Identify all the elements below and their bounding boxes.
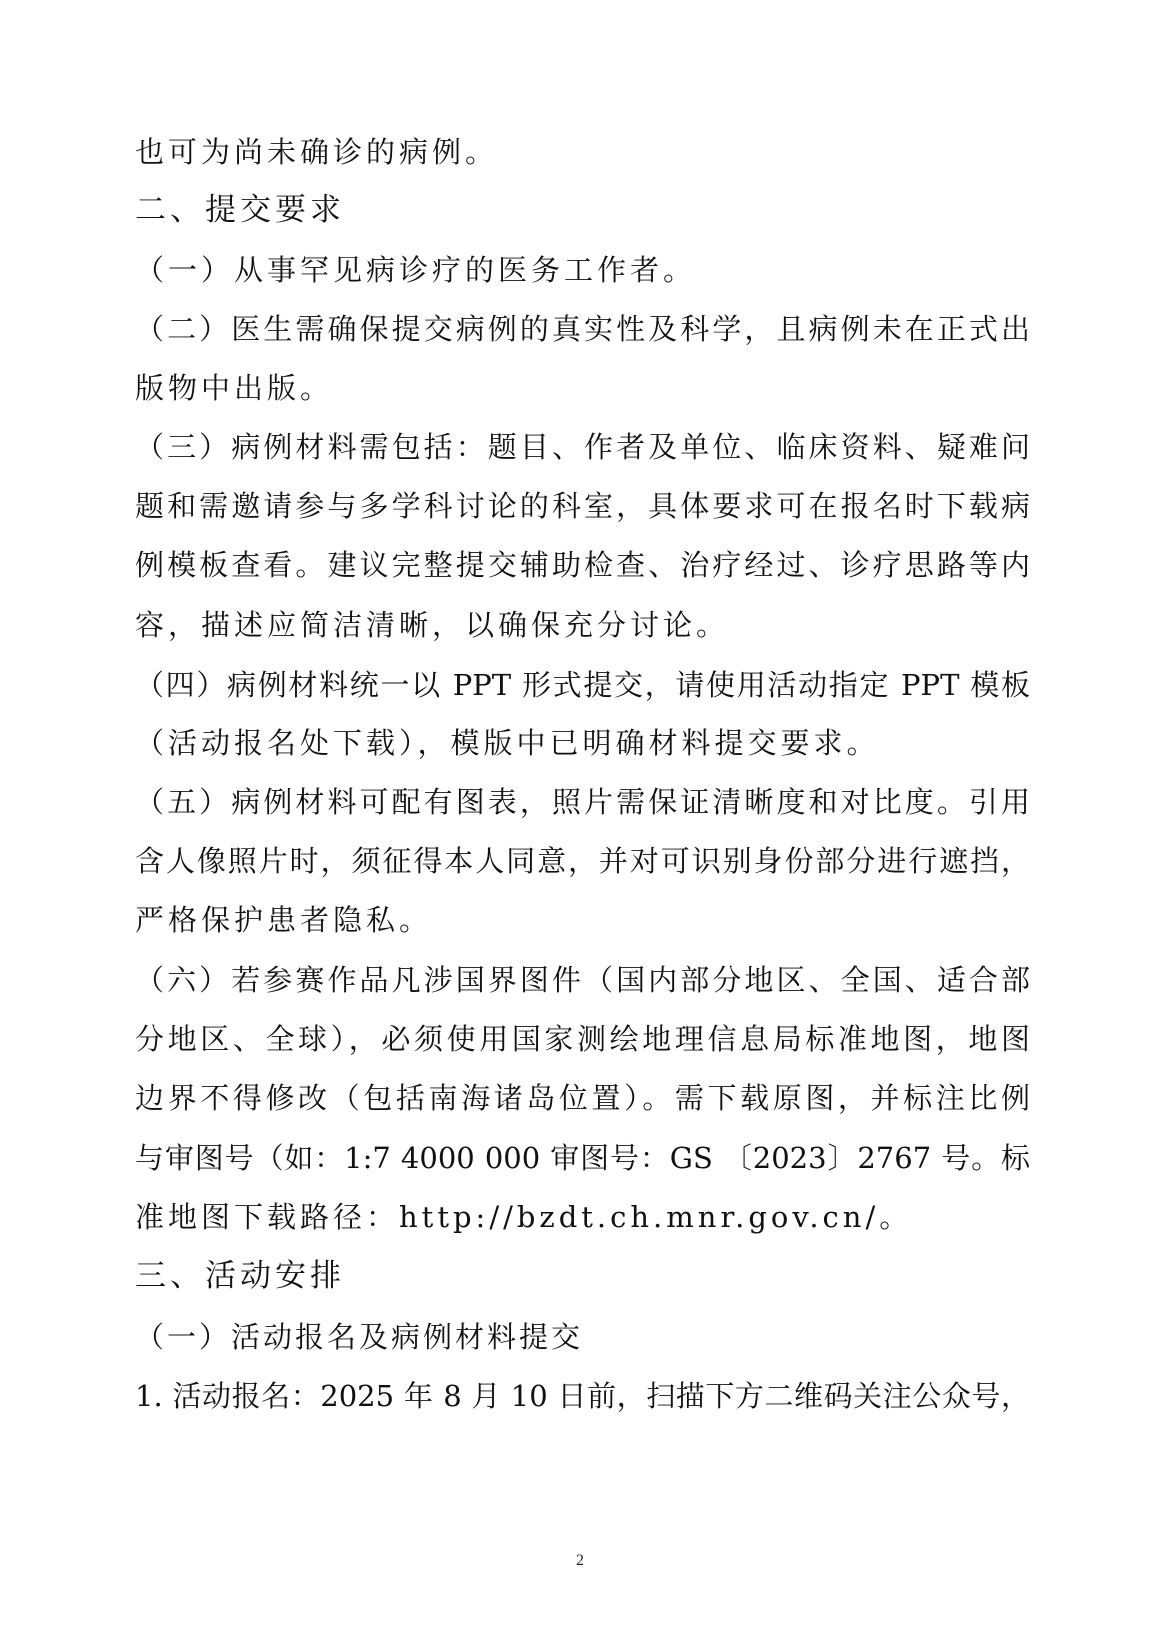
paragraph-line: （活动报名处下载），模版中已明确材料提交要求。 [135,726,880,760]
paragraph-line: 准地图下载路径：http://bzdt.ch.mnr.gov.cn/。 [135,1200,913,1234]
section-heading-submission-requirements: 二、提交要求 [135,192,345,228]
paragraph-line: （六）若参赛作品凡涉国界图件（国内部分地区、全国、适合部 [135,963,1030,997]
paragraph-line: 版物中出版。 [135,371,334,405]
paragraph-line: （三）病例材料需包括：题目、作者及单位、临床资料、疑难问 [135,430,1030,464]
paragraph-line: 也可为尚未确诊的病例。 [135,135,499,169]
paragraph-line: 例模板查看。建议完整提交辅助检查、治疗经过、诊疗思路等内 [135,548,1030,582]
paragraph-line: 题和需邀请参与多学科讨论的科室，具体要求可在报名时下载病 [135,489,1030,523]
subsection-heading-registration: （一）活动报名及病例材料提交 [135,1320,584,1354]
paragraph-line: 边界不得修改（包括南海诸岛位置）。需下载原图，并标注比例 [135,1081,1030,1115]
paragraph-line: 与审图号（如：1:7 4000 000 审图号：GS 〔2023〕2767 号。标 [135,1141,1030,1175]
paragraph-line: （五）病例材料可配有图表，照片需保证清晰度和对比度。引用 [135,785,1030,819]
paragraph-line: 含人像照片时，须征得本人同意，并对可识别身份部分进行遮挡， [135,844,1030,878]
paragraph-line: 1. 活动报名：2025 年 8 月 10 日前，扫描下方二维码关注公众号， [135,1379,1030,1413]
paragraph-line: （一）从事罕见病诊疗的医务工作者。 [135,253,697,287]
paragraph-line: （四）病例材料统一以 PPT 形式提交，请使用活动指定 PPT 模板 [135,668,1030,702]
paragraph-line: 严格保护患者隐私。 [135,903,433,937]
section-heading-activity-arrangement: 三、活动安排 [135,1258,345,1294]
page-number: 2 [576,1552,584,1569]
paragraph-line: 容，描述应简洁清晰，以确保充分讨论。 [135,608,730,642]
paragraph-line: 分地区、全球），必须使用国家测绘地理信息局标准地图，地图 [135,1022,1030,1056]
paragraph-line: （二）医生需确保提交病例的真实性及科学，且病例未在正式出 [135,312,1030,346]
